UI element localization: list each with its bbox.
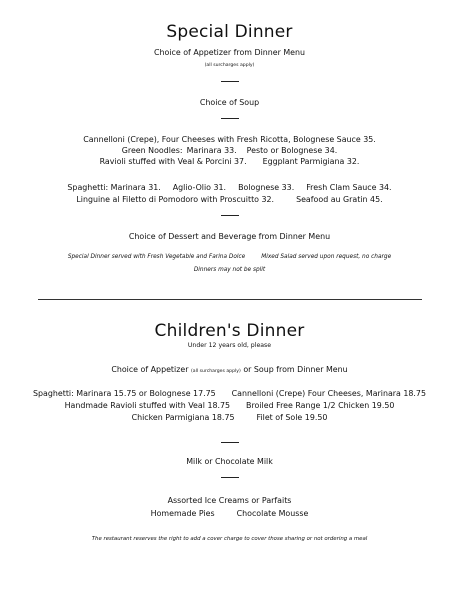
special-served-with-line (0, 255, 459, 261)
childrens-line-2 (0, 402, 459, 410)
eggplant-item: Eggplant Parmigiana 32. (262, 157, 360, 166)
special-pasta-line-1: Cannelloni (Crepe), Four Cheeses with Fresh Ricotta, Bolognese Sauce 35. (83, 135, 376, 144)
childrens-appetizer-note: (all surcharges apply) (190, 369, 241, 374)
green-noodles-marinara: Marinara 33. (186, 146, 237, 155)
special-pasta-line-2 (0, 147, 459, 155)
no-split-note: Dinners may not be split (193, 267, 266, 273)
chocolate-mousse: Chocolate Mousse (236, 509, 309, 518)
childrens-ice-cream-line: Assorted Ice Creams or Parfaits (167, 496, 292, 505)
separator (221, 81, 239, 82)
mixed-salad-note: Mixed Salad served upon request, no charge (261, 254, 392, 260)
childrens-soup-option: or Soup from Dinner Menu (243, 365, 348, 374)
spaghetti-aglio-olio: Aglio-Olio 31. (172, 183, 227, 192)
childrens-dinner-title: Children's Dinner (154, 321, 305, 341)
special-dinner-title: Special Dinner (166, 22, 293, 42)
ravioli-item: Ravioli stuffed with Veal & Porcini 37. (99, 157, 247, 166)
special-spaghetti-line (0, 184, 459, 192)
seafood-gratin-item: Seafood au Gratin 45. (296, 195, 383, 204)
separator (221, 215, 239, 216)
special-dessert-line: Choice of Dessert and Beverage from Dinner Menu (128, 232, 331, 241)
cover-charge-footnote: The restaurant reserves the right to add a cover charge to cover those sharing or not ordering a meal (91, 536, 368, 542)
childrens-subtitle: Under 12 years old, please (187, 342, 272, 349)
homemade-pies: Homemade Pies (150, 509, 215, 518)
separator (221, 477, 239, 478)
childrens-desserts-line (0, 510, 459, 518)
spaghetti-clam-sauce: Fresh Clam Sauce 34. (306, 183, 392, 192)
separator (221, 118, 239, 119)
special-linguine-line (0, 196, 459, 204)
childrens-milk-line: Milk or Chocolate Milk (186, 457, 273, 466)
spaghetti-marinara: Spaghetti: Marinara 31. (67, 183, 161, 192)
linguine-item: Linguine al Filetto di Pomodoro with Proscuitto 32. (76, 195, 275, 204)
childrens-chicken: Broiled Free Range 1/2 Chicken 19.50 (246, 401, 395, 410)
childrens-chicken-parmigiana: Chicken Parmigiana 18.75 (131, 413, 235, 422)
special-appetizer-note: (all surcharges apply) (204, 63, 255, 68)
childrens-filet-of-sole: Filet of Sole 19.50 (256, 413, 328, 422)
childrens-appetizer-line (0, 366, 459, 375)
childrens-line-1 (0, 390, 459, 398)
green-noodles-label: Green Noodles: (121, 146, 183, 155)
special-appetizer-line: Choice of Appetizer from Dinner Menu (153, 48, 306, 57)
childrens-appetizer-label: Choice of Appetizer (111, 365, 189, 374)
childrens-line-3 (0, 414, 459, 422)
childrens-spaghetti: Spaghetti: Marinara 15.75 or Bolognese 17.75 (33, 389, 216, 398)
spaghetti-bolognese: Bolognese 33. (238, 183, 295, 192)
green-noodles-pesto: Pesto or Bolognese 34. (246, 146, 338, 155)
section-divider (38, 299, 422, 300)
childrens-ravioli: Handmade Ravioli stuffed with Veal 18.75 (64, 401, 231, 410)
served-with-note: Special Dinner served with Fresh Vegetable and Farina Dolce (67, 254, 246, 260)
special-pasta-line-3 (0, 158, 459, 166)
separator (221, 442, 239, 443)
special-soup-line: Choice of Soup (199, 98, 260, 107)
childrens-cannelloni: Cannelloni (Crepe) Four Cheeses, Marinara 18.75 (231, 389, 426, 398)
